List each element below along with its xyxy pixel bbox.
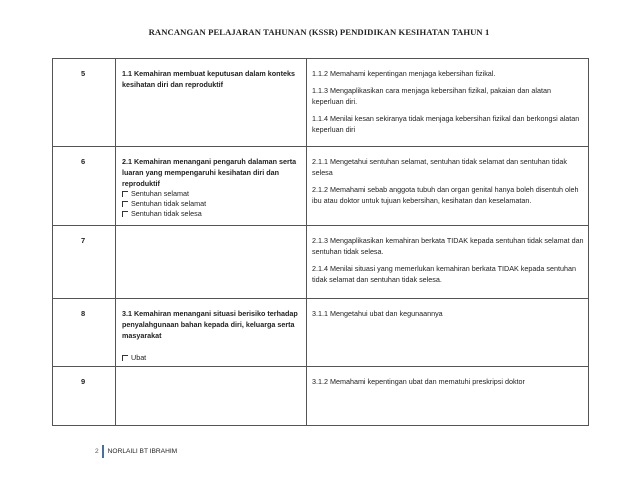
- lesson-plan-table: [52, 58, 589, 426]
- week-cell: 7: [53, 226, 116, 299]
- footer-divider: [102, 445, 104, 458]
- standards-cell: [307, 147, 589, 226]
- subitem: [122, 209, 300, 219]
- standard-item: 2.1.2 Memahami sebab anggota tubuh dan organ genital hanya boleh disentuh oleh ibu atau doktor untuk tujuan kebersihan, kesihatan dan keselamatan.: [312, 185, 579, 205]
- table-row: [53, 367, 589, 426]
- week-cell: 6: [53, 147, 116, 226]
- table-row: [53, 147, 589, 226]
- week-cell: 8: [53, 299, 116, 367]
- standard-item: 3.1.2 Memahami kepentingan ubat dan mematuhi preskripsi doktor: [312, 377, 525, 386]
- table-row: [53, 59, 589, 147]
- subitem-label: Ubat: [131, 353, 147, 362]
- subitem-label: Sentuhan tidak selesa: [131, 209, 202, 218]
- topic-cell: [116, 147, 307, 226]
- week-cell: 5: [53, 59, 116, 147]
- topic-text: 2.1 Kemahiran menangani pengaruh dalaman serta luaran yang mempengaruhi kesihatan diri dan reproduktif: [122, 157, 297, 188]
- standard-item: 2.1.3 Mengaplikasikan kemahiran berkata TIDAK kepada sentuhan tidak selamat dan sentuhan tidak selesa.: [312, 236, 584, 256]
- topic-text: 1.1 Kemahiran membuat keputusan dalam konteks kesihatan diri dan reproduktif: [122, 69, 295, 89]
- subitem-label: Sentuhan tidak selamat: [131, 199, 207, 208]
- bullet-box-icon: [122, 211, 128, 217]
- subitem: [122, 353, 300, 363]
- standards-cell: [307, 367, 589, 426]
- standards-cell: [307, 59, 589, 147]
- topic-cell: [116, 59, 307, 147]
- page-footer: [95, 444, 177, 458]
- standard-item: 1.1.3 Mengaplikasikan cara menjaga kebersihan fizikal, pakaian dan alatan keperluan diri.: [312, 86, 551, 106]
- bullet-box-icon: [122, 191, 128, 197]
- topic-cell: [116, 367, 307, 426]
- standard-item: 2.1.1 Mengetahui sentuhan selamat, sentuhan tidak selamat dan sentuhan tidak selesa: [312, 157, 567, 177]
- standard-item: 1.1.4 Menilai kesan sekiranya tidak menjaga kebersihan fizikal dan berkongsi alatan keperluan diri: [312, 114, 580, 134]
- table-row: [53, 226, 589, 299]
- subitem-label: Sentuhan selamat: [131, 189, 189, 198]
- bullet-box-icon: [122, 201, 128, 207]
- topic-text: 3.1 Kemahiran menangani situasi berisiko terhadap penyalahgunaan bahan kepada diri, keluarga serta masyarakat: [122, 309, 298, 340]
- page-header-title: RANCANGAN PELAJARAN TAHUNAN (KSSR) PENDIDIKAN KESIHATAN TAHUN 1: [148, 27, 490, 37]
- standards-cell: [307, 299, 589, 367]
- topic-cell: [116, 299, 307, 367]
- bullet-box-icon: [122, 355, 128, 361]
- page-number: 2: [95, 447, 99, 455]
- subitem-list: [122, 353, 300, 363]
- footer-author: NORLAILI BT IBRAHIM: [107, 447, 178, 455]
- subitem: [122, 189, 300, 199]
- standard-item: 3.1.1 Mengetahui ubat dan kegunaannya: [312, 309, 443, 318]
- standard-item: 1.1.2 Memahami kepentingan menjaga kebersihan fizikal.: [312, 69, 496, 78]
- subitem-list: [122, 189, 300, 219]
- subitem: [122, 199, 300, 209]
- standard-item: 2.1.4 Menilai situasi yang memerlukan kemahiran berkata TIDAK kepada sentuhan tidak selamat dan sentuhan tidak selesa.: [312, 264, 576, 284]
- week-cell: 9: [53, 367, 116, 426]
- topic-cell: [116, 226, 307, 299]
- table-row: [53, 299, 589, 367]
- standards-cell: [307, 226, 589, 299]
